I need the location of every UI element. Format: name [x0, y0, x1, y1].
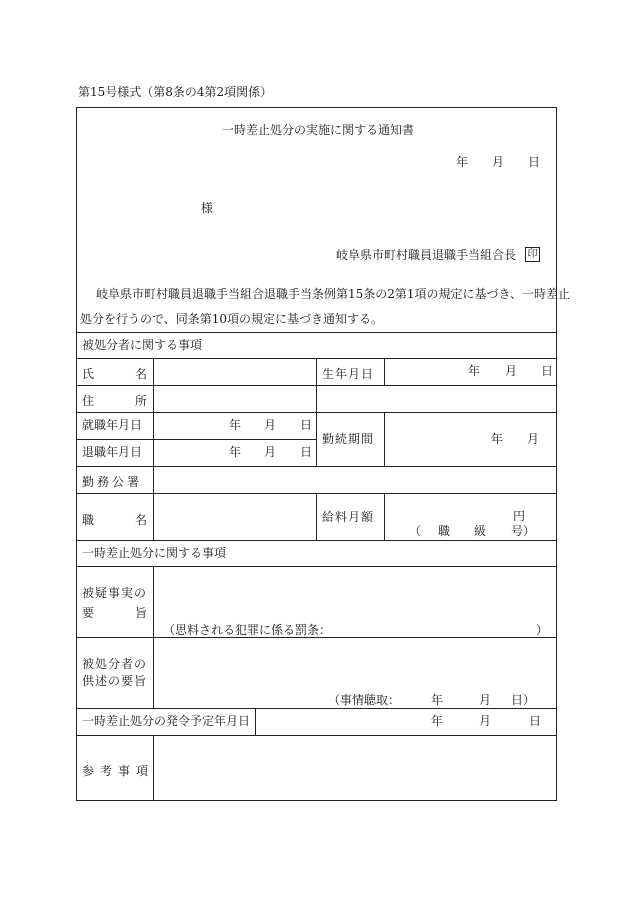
seal-mark: 印 [525, 247, 540, 262]
label-salary: 給料月額 [322, 510, 375, 524]
addressee-suffix: 様 [201, 201, 214, 215]
label-birth-date: 生年月日 [322, 367, 375, 381]
label-suspicion-line2: 要 旨 [82, 606, 147, 620]
suspicion-close-paren: ） [536, 623, 549, 637]
body-text-line2: 処分を行うので、同条第10項の規定に基づき通知する。 [80, 312, 384, 326]
section-disposition-heading: 一時差止処分に関する事項 [82, 546, 227, 560]
salary-yen-unit: 円 [513, 509, 526, 523]
body-text-line1: 岐阜県市町村職員退職手当組合退職手当条例第15条の2第1項の規定に基づき、一時差止 [96, 287, 571, 301]
label-statement-line2: 供述の要旨 [82, 674, 148, 688]
form-reference: 第15号様式（第8条の4第2項関係） [78, 85, 273, 99]
label-position: 職 名 [82, 513, 147, 527]
label-hire-date: 就職年月日 [82, 418, 143, 432]
label-remarks: 参考事項 [82, 764, 155, 778]
label-name: 氏 名 [82, 367, 147, 381]
label-address: 住 所 [82, 394, 147, 408]
issuer-name: 岐阜県市町村職員退職手当組合長 [336, 248, 517, 262]
section-subject-heading: 被処分者に関する事項 [82, 338, 203, 352]
label-retire-date: 退職年月日 [82, 445, 143, 459]
label-issue-date: 一時差止処分の発令予定年月日 [82, 714, 251, 728]
label-statement-line1: 被処分者の [82, 657, 148, 671]
hearing-note: （事情聴取： [328, 693, 401, 707]
label-suspicion-line1: 被疑事実の [82, 586, 148, 600]
label-workplace: 勤務公署 [82, 475, 143, 489]
label-service-period: 勤続期間 [322, 432, 375, 446]
suspicion-penalty-note: （思料される犯罪に係る罰条： [163, 623, 332, 637]
document-title: 一時差止処分の実施に関する通知書 [222, 123, 415, 137]
